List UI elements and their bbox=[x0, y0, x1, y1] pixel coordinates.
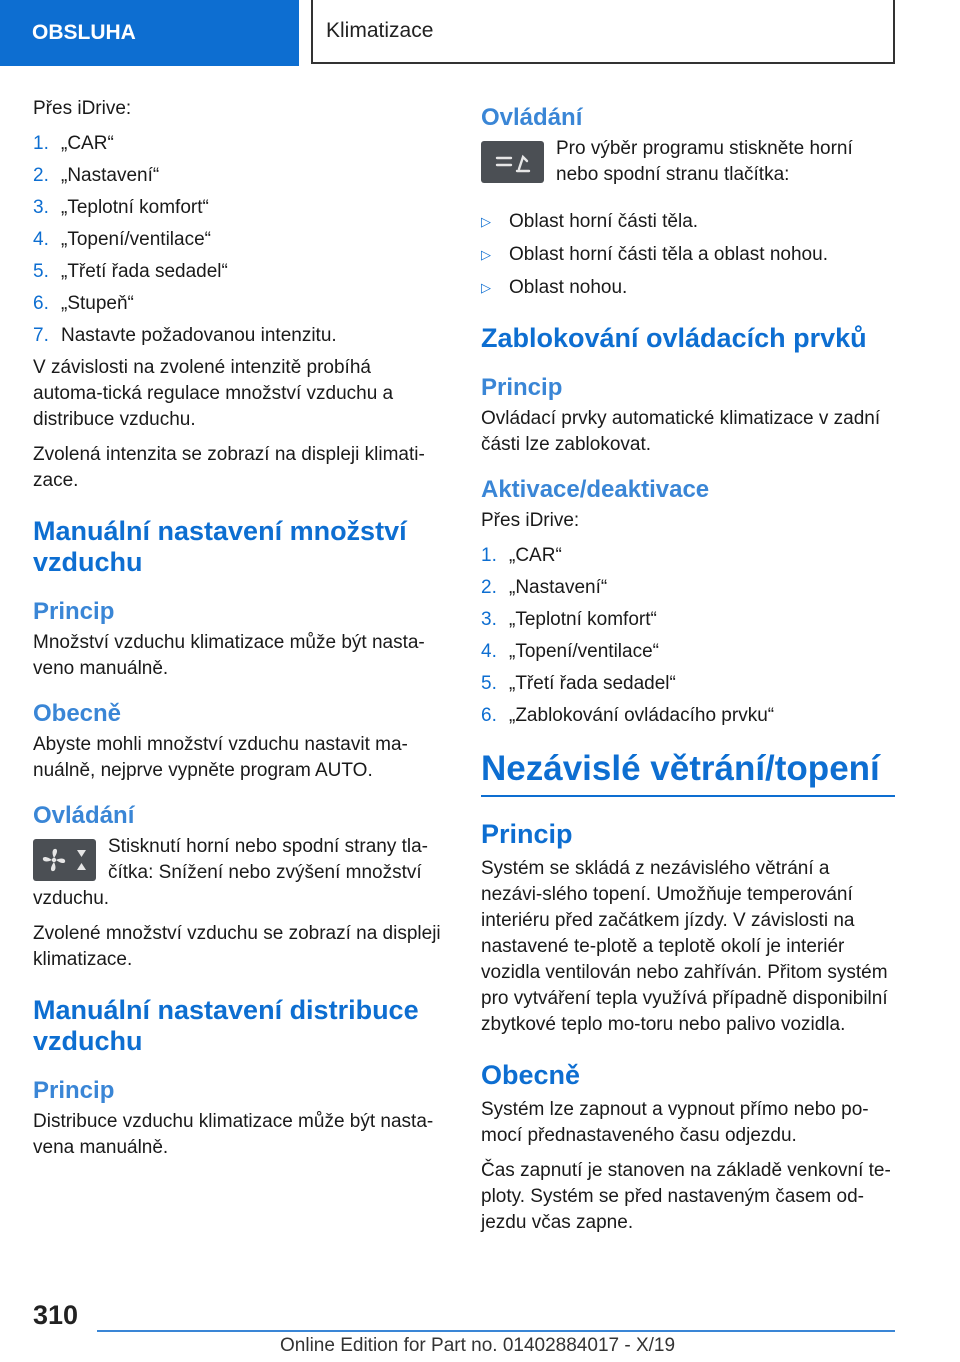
paragraph: Ovládací prvky automatické klimatizace v zadní části lze zablokovat. bbox=[481, 408, 881, 455]
left-column bbox=[33, 96, 443, 1170]
list-item: 5. „Třetí řada sedadel“ bbox=[481, 673, 676, 694]
triangle-right-icon: ▷ bbox=[481, 247, 491, 262]
list-item: 6. „Zablokování ovládacího prvku“ bbox=[481, 705, 775, 726]
edition-text: Online Edition for Part no. 01402884017 - X/19 bbox=[280, 1335, 676, 1356]
list-item: 2. „Nastavení“ bbox=[481, 577, 608, 598]
paragraph: Distribuce vzduchu klimatizace může být nasta-vena manuálně. bbox=[33, 1111, 434, 1158]
paragraph: Množství vzduchu klimatizace může být nasta-veno manuálně. bbox=[33, 632, 425, 679]
heading-aktivace: Aktivace/deaktivace bbox=[481, 476, 710, 503]
intro-text: Přes iDrive: bbox=[33, 98, 132, 119]
heading-princip: Princip bbox=[33, 1077, 115, 1104]
intro-text: Přes iDrive: bbox=[481, 510, 580, 531]
steps-list bbox=[481, 543, 895, 729]
paragraph: Stisknutí horní nebo spodní strany tla-čítka: Snížení nebo zvýšení množství vzduchu. bbox=[33, 836, 429, 909]
paragraph: Systém se skládá z nezávislého větrání a nezávi-slého topení. Umožňuje temperování interiéru před začátkem jízdy. V závislosti na nastavené te-plotě a teplotě okolí je interiér vozidla ventilován nebo zahříván. Přitom systém pro vytváření tepla využívá případně disponibilní zbytkové teplo mo-toru nebo palivo vozidla. bbox=[481, 858, 888, 1035]
list-item: 1. „CAR“ bbox=[481, 545, 562, 566]
list-item: ▷ Oblast horní části těla. bbox=[481, 209, 895, 235]
heading-princip: Princip bbox=[481, 819, 573, 849]
triangle-right-icon: ▷ bbox=[481, 214, 491, 229]
page-number: 310 bbox=[33, 1300, 79, 1330]
list-item: 3. „Teplotní komfort“ bbox=[481, 609, 657, 630]
chapter-tab bbox=[311, 0, 895, 64]
heading-obecne: Obecně bbox=[481, 1060, 581, 1090]
list-item: 1. „CAR“ bbox=[33, 133, 114, 154]
heading-ovladani: Ovládání bbox=[33, 802, 135, 829]
list-item: 4. „Topení/ventilace“ bbox=[481, 641, 659, 662]
options-list bbox=[481, 209, 895, 301]
right-column bbox=[481, 96, 895, 1245]
list-item: 7. Nastavte požadovanou intenzitu. bbox=[33, 325, 337, 346]
heading-princip: Princip bbox=[33, 598, 115, 625]
triangle-right-icon: ▷ bbox=[481, 280, 491, 295]
paragraph: V závislosti na zvolené intenzitě probíhá automa-tická regulace množství vzduchu a distribuce vzduchu. bbox=[33, 357, 394, 430]
heading-princip: Princip bbox=[481, 374, 563, 401]
paragraph: Čas zapnutí je stanoven na základě venkovní te-ploty. Systém se před nastaveným časem od-jezdu včas zapne. bbox=[481, 1160, 891, 1233]
paragraph: Systém lze zapnout a vypnout přímo nebo po-mocí přednastaveného času odjezdu. bbox=[481, 1099, 869, 1146]
section-title: OBSLUHA bbox=[32, 21, 136, 44]
chapter-title: Klimatizace bbox=[326, 19, 434, 42]
air-distribution-icon bbox=[481, 141, 544, 183]
heading-lock: Zablokování ovládacích prvků bbox=[481, 323, 867, 353]
list-item: ▷ Oblast nohou. bbox=[481, 275, 895, 301]
heading-ovladani: Ovládání bbox=[481, 104, 583, 131]
fan-icon bbox=[33, 839, 96, 881]
heading-manual-air: Manuální nastavení množství vzduchu bbox=[33, 516, 407, 577]
paragraph: Abyste mohli množství vzduchu nastavit ma-nuálně, nejprve vypněte program AUTO. bbox=[33, 734, 408, 781]
paragraph: Pro výběr programu stiskněte horní nebo spodní stranu tlačítka: bbox=[556, 138, 853, 185]
list-item: 6. „Stupeň“ bbox=[33, 293, 134, 314]
list-item: 3. „Teplotní komfort“ bbox=[33, 197, 209, 218]
paragraph: Zvolené množství vzduchu se zobrazí na displeji klimatizace. bbox=[33, 923, 441, 970]
section-tab bbox=[0, 0, 299, 66]
heading-obecne: Obecně bbox=[33, 700, 122, 727]
footer-divider bbox=[97, 1330, 895, 1332]
list-item: 4. „Topení/ventilace“ bbox=[33, 229, 211, 250]
heading-manual-distribution: Manuální nastavení distribuce vzduchu bbox=[33, 995, 419, 1056]
list-item: ▷ Oblast horní části těla a oblast nohou. bbox=[481, 242, 895, 268]
steps-list bbox=[33, 131, 443, 349]
paragraph: Zvolená intenzita se zobrazí na displeji klimati-zace. bbox=[33, 444, 425, 491]
list-item: 5. „Třetí řada sedadel“ bbox=[33, 261, 228, 282]
list-item: 2. „Nastavení“ bbox=[33, 165, 160, 186]
heading-independent-ventilation: Nezávislé větrání/topení bbox=[481, 749, 895, 797]
